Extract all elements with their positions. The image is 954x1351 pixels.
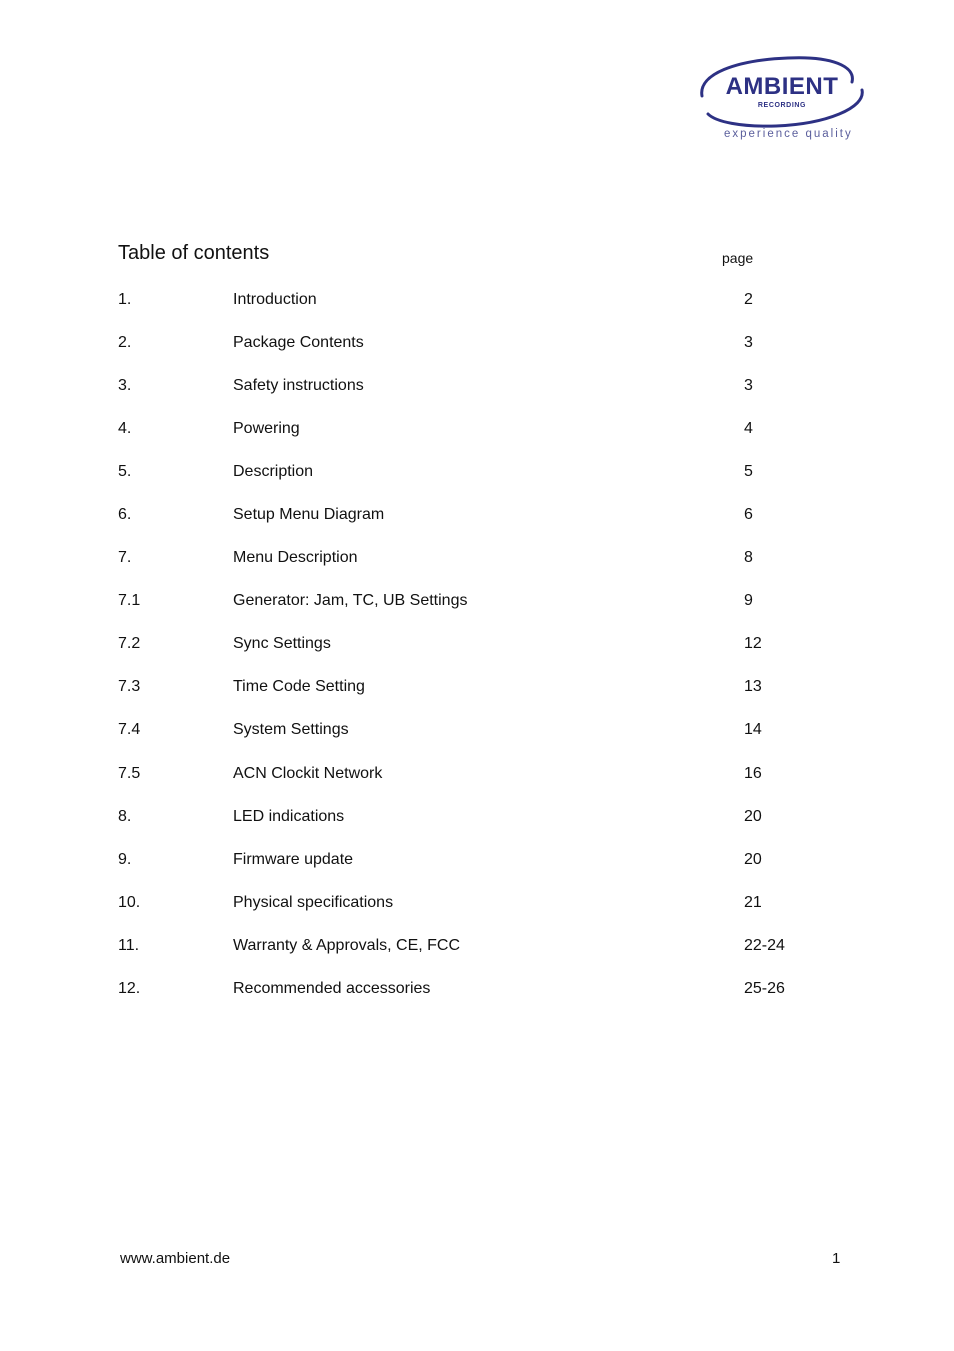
toc-entry[interactable]: [118, 632, 838, 675]
toc-entry[interactable]: [118, 546, 838, 589]
toc-number: 12.: [118, 979, 141, 997]
footer-page-number: 1: [832, 1250, 841, 1267]
toc-number: 8.: [118, 807, 132, 825]
toc-label: Generator: Jam, TC, UB Settings: [233, 592, 468, 610]
toc-entry[interactable]: [118, 331, 838, 374]
toc-entry[interactable]: [118, 977, 838, 1020]
toc-label: Package Contents: [233, 334, 364, 352]
toc-number: 9.: [118, 850, 132, 868]
toc-page: 22-24: [744, 936, 785, 954]
toc-title: Table of contents: [118, 242, 270, 264]
toc-page: 4: [744, 420, 753, 438]
toc-number: 7.4: [118, 721, 141, 739]
toc-number: 7.2: [118, 635, 141, 653]
toc-number: 11.: [118, 936, 140, 954]
toc-label: Description: [233, 463, 314, 481]
toc-entry[interactable]: [118, 848, 838, 891]
toc-label: Powering: [233, 420, 300, 438]
toc-page: 20: [744, 850, 762, 868]
toc-entry[interactable]: [118, 718, 838, 761]
toc-number: 7.3: [118, 678, 141, 696]
toc-entry[interactable]: [118, 374, 838, 417]
toc-label: System Settings: [233, 721, 349, 739]
toc-page: 2: [744, 291, 753, 308]
toc-page: 14: [744, 721, 762, 739]
toc-page: 12: [744, 635, 762, 653]
toc-number: 7.1: [118, 592, 141, 610]
toc-page: 3: [744, 334, 753, 352]
toc-number: 4.: [118, 420, 132, 438]
toc-entry[interactable]: [118, 460, 838, 503]
toc-number: 1.: [118, 291, 132, 308]
toc-label: ACN Clockit Network: [233, 764, 383, 782]
toc-label: Safety instructions: [233, 377, 364, 395]
toc-page: 3: [744, 377, 753, 395]
toc-entry[interactable]: [118, 589, 838, 632]
toc-entry[interactable]: [118, 762, 838, 805]
toc-number: 3.: [118, 377, 132, 395]
toc-number: 10.: [118, 893, 141, 911]
toc-entry[interactable]: [118, 891, 838, 934]
toc-page-header: page: [722, 250, 754, 266]
toc-page: 8: [744, 549, 753, 567]
logo-brand-text: AMBIENT: [725, 73, 839, 100]
logo-sub-text: RECORDING: [757, 102, 807, 109]
toc-number: 7.: [118, 549, 132, 567]
footer-website-link[interactable]: www.ambient.de: [120, 1250, 231, 1267]
toc-number: 7.5: [118, 764, 141, 782]
toc-entry[interactable]: [118, 503, 838, 546]
toc-page: 21: [744, 893, 762, 911]
toc-entry[interactable]: [118, 288, 838, 331]
toc-label: Introduction: [233, 291, 317, 308]
toc-entry[interactable]: [118, 417, 838, 460]
toc-entry[interactable]: [118, 934, 838, 977]
toc-list: [118, 288, 838, 1020]
toc-label: Sync Settings: [233, 635, 331, 653]
toc-label: Physical specifications: [233, 893, 394, 911]
toc-label: Menu Description: [233, 549, 358, 567]
toc-label: Warranty & Approvals, CE, FCC: [233, 936, 461, 954]
toc-label: LED indications: [233, 807, 345, 825]
toc-number: 2.: [118, 334, 132, 352]
toc-page: 6: [744, 506, 753, 524]
toc-label: Recommended accessories: [233, 979, 431, 997]
toc-entry[interactable]: [118, 805, 838, 848]
logo-tagline: experience quality: [724, 128, 853, 140]
toc-page: 20: [744, 807, 762, 825]
toc-entry[interactable]: [118, 675, 838, 718]
toc-label: Setup Menu Diagram: [233, 506, 385, 524]
toc-page: 13: [744, 678, 762, 696]
toc-label: Time Code Setting: [233, 678, 365, 696]
toc-page: 16: [744, 764, 762, 782]
toc-page: 5: [744, 463, 753, 481]
toc-number: 5.: [118, 463, 132, 481]
toc-page: 25-26: [744, 979, 785, 997]
ambient-logo: [696, 52, 868, 148]
toc-page: 9: [744, 592, 753, 610]
toc-number: 6.: [118, 506, 132, 524]
toc-label: Firmware update: [233, 850, 354, 868]
